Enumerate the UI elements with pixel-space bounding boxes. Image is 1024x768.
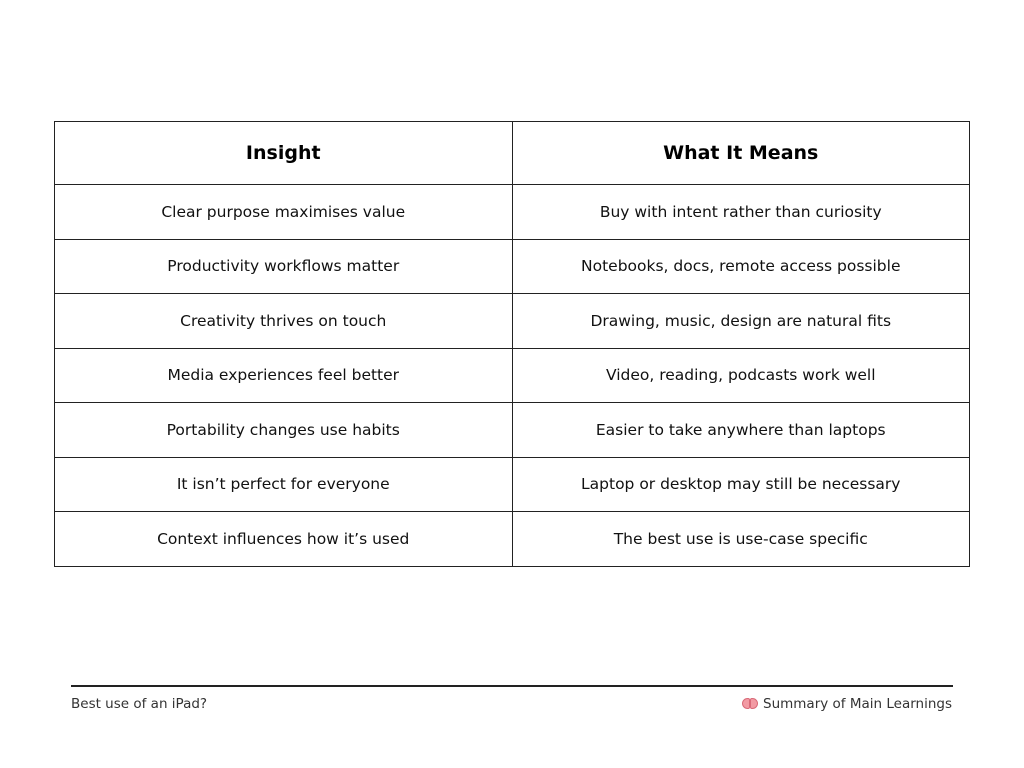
insight-cell: Productivity workflows matter	[55, 239, 513, 294]
meaning-cell: Drawing, music, design are natural fits	[512, 294, 970, 349]
table-row	[55, 185, 970, 240]
table-header-row	[55, 122, 970, 185]
meaning-cell: Easier to take anywhere than laptops	[512, 403, 970, 458]
table-row	[55, 348, 970, 403]
insight-cell: Portability changes use habits	[55, 403, 513, 458]
footer-document-title: Best use of an iPad?	[71, 696, 208, 712]
insight-cell: Context influences how it’s used	[55, 512, 513, 567]
meaning-cell: The best use is use-case specific	[512, 512, 970, 567]
header-insight: Insight	[55, 122, 513, 185]
meaning-cell: Video, reading, podcasts work well	[512, 348, 970, 403]
footer-section-label	[742, 696, 952, 712]
meaning-cell: Notebooks, docs, remote access possible	[512, 239, 970, 294]
insight-cell: Creativity thrives on touch	[55, 294, 513, 349]
insight-cell: Clear purpose maximises value	[55, 185, 513, 240]
footer-section-text: Summary of Main Learnings	[763, 696, 952, 712]
meaning-cell: Laptop or desktop may still be necessary	[512, 457, 970, 512]
brain-icon	[742, 697, 758, 711]
footer-divider	[71, 685, 953, 687]
table-row	[55, 294, 970, 349]
table-row	[55, 239, 970, 294]
table-row	[55, 457, 970, 512]
header-what-it-means: What It Means	[512, 122, 970, 185]
insight-cell: Media experiences feel better	[55, 348, 513, 403]
insight-cell: It isn’t perfect for everyone	[55, 457, 513, 512]
table-row	[55, 512, 970, 567]
meaning-cell: Buy with intent rather than curiosity	[512, 185, 970, 240]
learnings-table	[54, 121, 970, 567]
table-row	[55, 403, 970, 458]
learnings-table-container	[54, 121, 970, 567]
